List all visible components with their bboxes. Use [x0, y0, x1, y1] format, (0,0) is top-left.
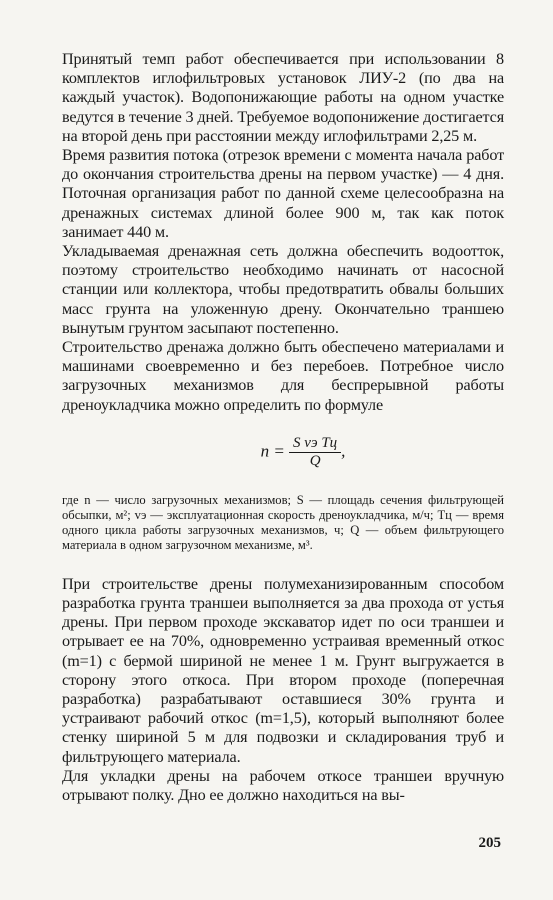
formula-fraction — [289, 435, 341, 470]
formula-legend: где n — число загрузочных механизмов; S — площадь сечения фильтрующей обсыпки, м²; vэ — эксплуатационная скорость дреноукладчика, м/ч; Tц — время одного цикла работы загрузочных механизмов, ч; Q — объем фильтрующего материала в одном загрузочном механизме, м³. — [62, 492, 504, 552]
paragraph-1 — [62, 50, 504, 146]
paragraph-2-text: Время развития потока (отрезок времени с момента начала работ до окончания строительства дрены на первом участке) — 4 дня. Поточная организация работ по данной схеме целесообразна на дренажных системах длиной более 900 м, так как поток занимает 440 м. — [62, 146, 504, 241]
formula — [102, 435, 504, 475]
paragraph-5-text: При строительстве дрены полумеханизированным способом разработка грунта траншеи выполняется за два прохода от устья дрены. При первом проходе экскаватор идет по оси траншеи и отрывает ее на 70%, одновременно устраивая временный откос (m=1) с бермой шириной не менее 1 м. Грунт выгружается в сторону этого откоса. При втором проходе (поперечная разработка) разрабатывают оставшиеся 30% грунта и устраивают рабочий откос (m=1,5), который выполняют более стенку шириной 5 м для подвозки и складирования труб и фильтрующего материала. — [62, 574, 504, 766]
formula-numerator: S vэ Tц — [293, 434, 338, 451]
paragraph-6 — [62, 767, 504, 805]
paragraph-1-text: Принятый темп работ обеспечивается при использовании 8 комплектов иглофильтровых установок ЛИУ-2 (по два на каждый участок). Водопонижающие работы на одном участке ведутся в течение 3 дней. Требуемое водопонижение достигается на второй день при расстоянии между иглофильтрами 2,25 м. — [62, 50, 504, 145]
page-number: 205 — [478, 835, 501, 851]
formula-denominator: Q — [289, 452, 341, 470]
page-body — [62, 50, 504, 805]
paragraph-4-text: Строительство дренажа должно быть обеспечено материалами и машинами своевременно и без перебоев. Потребное число загрузочных механизмов для беспрерывной работы дреноукладчика можно определить по формуле — [62, 338, 504, 414]
paragraph-2 — [62, 146, 504, 242]
formula-lhs: n = — [260, 441, 285, 461]
paragraph-3 — [62, 242, 504, 338]
section-gap — [62, 553, 504, 575]
paragraph-5 — [62, 575, 504, 767]
formula-tail: , — [341, 441, 346, 461]
paragraph-4 — [62, 338, 504, 415]
paragraph-6-text: Для укладки дрены на рабочем откосе траншеи вручную отрывают полку. Дно ее должно находиться на вы- — [62, 766, 504, 805]
paragraph-3-text: Укладываемая дренажная сеть должна обеспечить водоотток, поэтому строительство необходимо начинать от насосной станции или коллектора, чтобы предотвратить обвалы больших масс грунта на уложенную дрену. Окончательно траншею вынутым грунтом засыпают постепенно. — [62, 242, 504, 337]
